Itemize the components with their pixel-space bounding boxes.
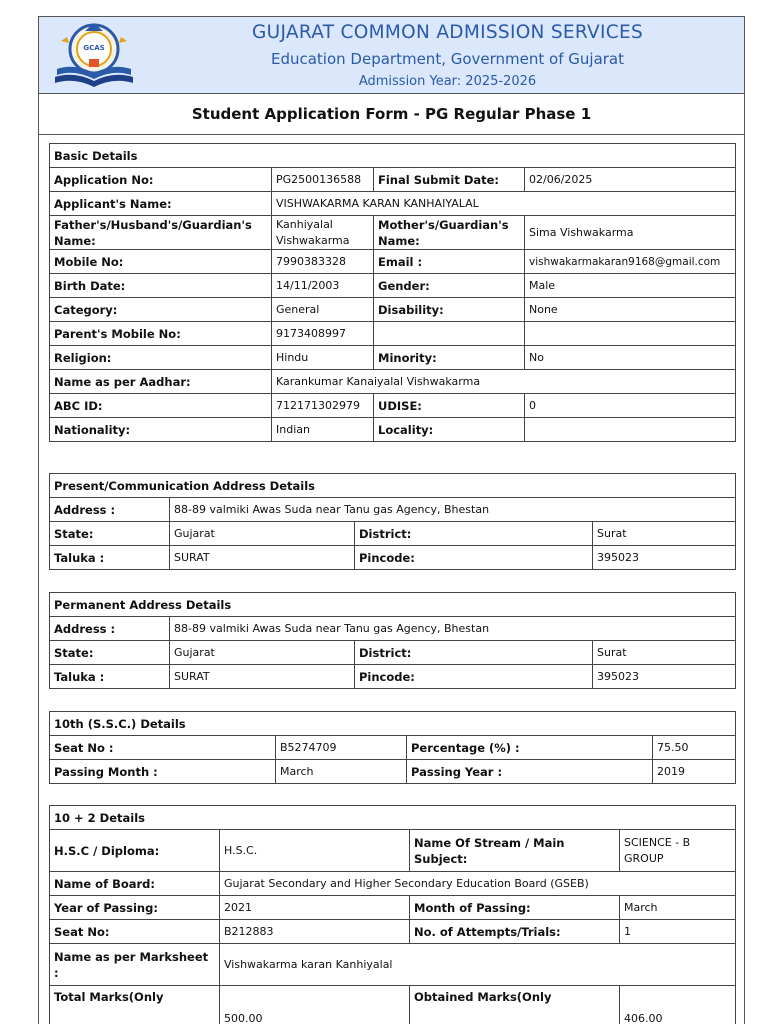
- field-label: Pincode:: [355, 665, 593, 689]
- field-label: Mother's/Guardian's Name:: [374, 216, 525, 250]
- abc-id-value: 712171302979: [272, 394, 374, 418]
- present-district-value: Surat: [593, 522, 736, 546]
- field-label: Percentage (%) :: [407, 736, 653, 760]
- field-label: Name of Board:: [50, 872, 220, 896]
- ssc-details-table: [49, 711, 736, 784]
- disability-value: None: [525, 298, 736, 322]
- father-name-value: Kanhiyalal Vishwakarma: [272, 216, 374, 250]
- section-heading: Permanent Address Details: [50, 593, 736, 617]
- field-label: Religion:: [50, 346, 272, 370]
- site-subtitle: Education Department, Government of Gujarat: [270, 50, 625, 68]
- field-label: Email :: [374, 250, 525, 274]
- present-pincode-value: 395023: [593, 546, 736, 570]
- religion-value: Hindu: [272, 346, 374, 370]
- field-label: Final Submit Date:: [374, 168, 525, 192]
- field-label: Month of Passing:: [410, 896, 620, 920]
- mobile-value: 7990383328: [272, 250, 374, 274]
- admission-year: Admission Year: 2025-2026: [358, 74, 537, 89]
- aadhar-name-value: Karankumar Kanaiyalal Vishwakarma: [272, 370, 736, 394]
- field-label: Address :: [50, 498, 170, 522]
- permanent-taluka-value: SURAT: [170, 665, 355, 689]
- gender-value: Male: [525, 274, 736, 298]
- obtained-marks-value: 406.00: [620, 986, 736, 1024]
- logo-lettering: GCAS: [83, 44, 105, 52]
- hsc-attempts-value: 1: [620, 920, 736, 944]
- ssc-year-value: 2019: [653, 760, 736, 784]
- field-label: No. of Attempts/Trials:: [410, 920, 620, 944]
- field-label: Minority:: [374, 346, 525, 370]
- field-label: Taluka :: [50, 665, 170, 689]
- present-address-value: 88-89 valmiki Awas Suda near Tanu gas Agency, Bhestan: [170, 498, 736, 522]
- application-form: [38, 16, 745, 1024]
- hsc-year-value: 2021: [220, 896, 410, 920]
- field-label: District:: [355, 522, 593, 546]
- field-label: State:: [50, 522, 170, 546]
- field-label: H.S.C / Diploma:: [50, 830, 220, 872]
- header-banner: [39, 17, 744, 94]
- parent-mobile-value: 9173408997: [272, 322, 374, 346]
- field-label: Parent's Mobile No:: [50, 322, 272, 346]
- field-label: Total Marks(Only: [50, 986, 220, 1024]
- final-submit-date-value: 02/06/2025: [525, 168, 736, 192]
- birth-date-value: 14/11/2003: [272, 274, 374, 298]
- permanent-district-value: Surat: [593, 641, 736, 665]
- applicant-name-value: VISHWAKARMA KARAN KANHAIYALAL: [272, 192, 736, 216]
- field-label: Disability:: [374, 298, 525, 322]
- field-label: Taluka :: [50, 546, 170, 570]
- basic-details-table: [49, 143, 736, 442]
- section-heading: Present/Communication Address Details: [50, 474, 736, 498]
- form-title: Student Application Form - PG Regular Phase 1: [39, 94, 744, 135]
- field-label: Category:: [50, 298, 272, 322]
- udise-value: 0: [525, 394, 736, 418]
- empty-cell: [374, 322, 525, 346]
- present-address-table: [49, 473, 736, 570]
- field-label: UDISE:: [374, 394, 525, 418]
- total-marks-value: 500.00: [220, 986, 410, 1024]
- section-heading: 10th (S.S.C.) Details: [50, 712, 736, 736]
- gcas-logo-icon: [49, 19, 139, 93]
- section-heading: Basic Details: [50, 144, 736, 168]
- ssc-seat-value: B5274709: [276, 736, 407, 760]
- field-label: Name as per Marksheet :: [50, 944, 220, 986]
- field-label: Birth Date:: [50, 274, 272, 298]
- field-label: Passing Month :: [50, 760, 276, 784]
- mother-name-value: Sima Vishwakarma: [525, 216, 736, 250]
- field-label: ABC ID:: [50, 394, 272, 418]
- field-label: State:: [50, 641, 170, 665]
- present-taluka-value: SURAT: [170, 546, 355, 570]
- ssc-month-value: March: [276, 760, 407, 784]
- present-state-value: Gujarat: [170, 522, 355, 546]
- field-label: Applicant's Name:: [50, 192, 272, 216]
- locality-value: [525, 418, 736, 442]
- hsc-board-value: Gujarat Secondary and Higher Secondary Education Board (GSEB): [220, 872, 736, 896]
- field-label: Nationality:: [50, 418, 272, 442]
- nationality-value: Indian: [272, 418, 374, 442]
- field-label: Seat No:: [50, 920, 220, 944]
- empty-cell: [525, 322, 736, 346]
- site-title: GUJARAT COMMON ADMISSION SERVICES: [251, 22, 644, 43]
- field-label: Pincode:: [355, 546, 593, 570]
- section-heading: 10 + 2 Details: [50, 806, 736, 830]
- permanent-pincode-value: 395023: [593, 665, 736, 689]
- field-label: Address :: [50, 617, 170, 641]
- field-label: Year of Passing:: [50, 896, 220, 920]
- marksheet-name-value: Vishwakarma karan Kanhiyalal: [220, 944, 736, 986]
- hsc-month-value: March: [620, 896, 736, 920]
- email-value: vishwakarmakaran9168@gmail.com: [525, 250, 736, 274]
- field-label: Application No:: [50, 168, 272, 192]
- category-value: General: [272, 298, 374, 322]
- field-label: Gender:: [374, 274, 525, 298]
- field-label: Name Of Stream / Main Subject:: [410, 830, 620, 872]
- field-label: Passing Year :: [407, 760, 653, 784]
- field-label: Name as per Aadhar:: [50, 370, 272, 394]
- application-no-value: PG2500136588: [272, 168, 374, 192]
- hsc-details-table: [49, 805, 736, 1024]
- field-label: Seat No :: [50, 736, 276, 760]
- permanent-state-value: Gujarat: [170, 641, 355, 665]
- ssc-percentage-value: 75.50: [653, 736, 736, 760]
- field-label: District:: [355, 641, 593, 665]
- hsc-seat-value: B212883: [220, 920, 410, 944]
- hsc-stream-value: SCIENCE - B GROUP: [620, 830, 736, 872]
- minority-value: No: [525, 346, 736, 370]
- permanent-address-value: 88-89 valmiki Awas Suda near Tanu gas Agency, Bhestan: [170, 617, 736, 641]
- field-label: Father's/Husband's/Guardian's Name:: [50, 216, 272, 250]
- field-label: Mobile No:: [50, 250, 272, 274]
- field-label: Obtained Marks(Only: [410, 986, 620, 1024]
- field-label: Locality:: [374, 418, 525, 442]
- hsc-type-value: H.S.C.: [220, 830, 410, 872]
- permanent-address-table: [49, 592, 736, 689]
